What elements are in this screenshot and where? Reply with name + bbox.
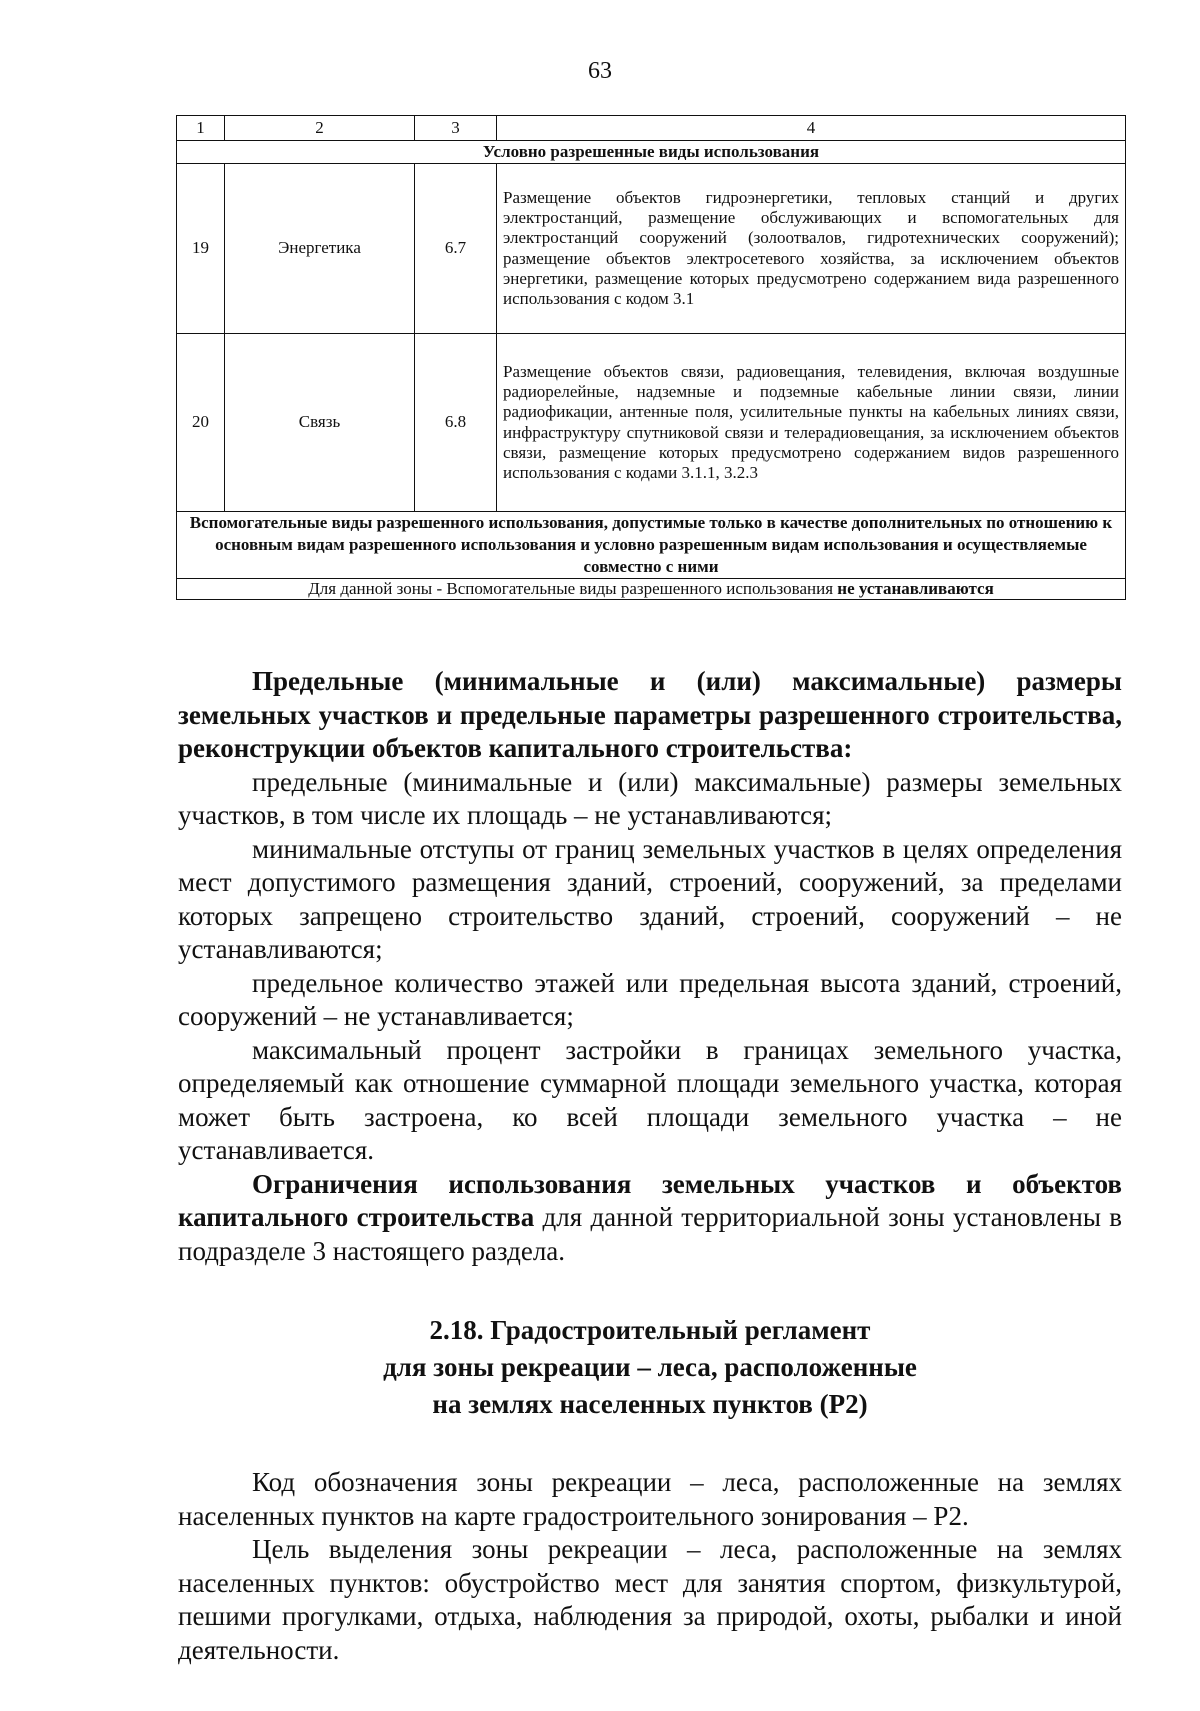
document-body: [178, 665, 1122, 1667]
section-heading-line-3: на землях населенных пунктов (Р2): [432, 1389, 868, 1419]
paragraph: предельные (минимальные и (или) максимальные) размеры земельных участков, в том числе их площадь – не устанавливаются;: [178, 766, 1122, 830]
limits-heading: Предельные (минимальные и (или) максимальные) размеры земельных участков и предельные параметры разрешенного строительства, реконструкции объектов капитального строительства:: [178, 666, 1122, 763]
auxiliary-note-row: [177, 579, 1126, 600]
zone-purpose-paragraph: Цель выделения зоны рекреации – леса, расположенные на землях населенных пунктов: обустройство мест для занятия спортом, физкультурой, пешими прогулками, отдыха, наблюдения за природой, охоты, рыбалки и иной деятельности.: [178, 1534, 1122, 1665]
paragraph: минимальные отступы от границ земельных участков в целях определения мест допустимого размещения зданий, строений, сооружений, за пределами которых запрещено строительство зданий, строений, сооружений – не устанавливаются;: [178, 833, 1122, 964]
row-number: 19: [177, 164, 225, 334]
restrictions-paragraph: [178, 1168, 1122, 1269]
row-number: 20: [177, 334, 225, 512]
use-description: Размещение объектов связи, радиовещания, телевидения, включая воздушные радиорелейные, надземные и подземные кабельные линии связи, линии радиофикации, антенные поля, усилительные пункты на кабельных линиях связи, инфраструктуру спутниковой связи и телерадиовещания, за исключением объектов связи, размещение которых предусмотрено содержанием видов разрешенного использования с кодами 3.1.1, 3.2.3: [497, 334, 1126, 512]
table-row: [177, 164, 1126, 334]
paragraph: максимальный процент застройки в границах земельного участка, определяемый как отношение суммарной площади земельного участка, которая может быть застроена, ко всей площади земельного участка – не устанавливается.: [178, 1034, 1122, 1165]
auxiliary-uses-title: Вспомогательные виды разрешенного использования, допустимые только в качестве дополнительных по отношению к основным видам разрешенного использования и условно разрешенным видам использования и осуществляемые совместно с ними: [177, 512, 1126, 579]
use-description: Размещение объектов гидроэнергетики, тепловых станций и других электростанций, размещение обслуживающих и вспомогательных для электростанций сооружений (золоотвалов, гидротехнических сооружений); размещение объектов электросетевого хозяйства, за исключением объектов энергетики, размещение которых предусмотрено содержанием вида разрешенного использования с кодом 3.1: [497, 164, 1126, 334]
section-heading-line-2: для зоны рекреации – леса, расположенные: [383, 1352, 917, 1382]
col-header-2: 2: [225, 116, 415, 141]
use-code: 6.7: [415, 164, 497, 334]
restrictions-rest: для данной территориальной зоны установлены в подразделе 3 настоящего раздела.: [178, 1202, 1122, 1266]
use-name: Связь: [225, 334, 415, 512]
auxiliary-note-emphasis: не устанавливаются: [837, 579, 994, 599]
col-header-1: 1: [177, 116, 225, 141]
use-code: 6.8: [415, 334, 497, 512]
section-heading-line-1: 2.18. Градостроительный регламент: [429, 1315, 871, 1345]
section-title: Условно разрешенные виды использования: [177, 141, 1126, 164]
auxiliary-title-row: [177, 512, 1126, 579]
paragraph: предельное количество этажей или предельная высота зданий, строений, сооружений – не устанавливается;: [178, 967, 1122, 1031]
use-name: Энергетика: [225, 164, 415, 334]
table-row: [177, 334, 1126, 512]
col-header-4: 4: [497, 116, 1126, 141]
auxiliary-uses-note: [177, 579, 1126, 600]
section-heading: [178, 1312, 1122, 1423]
permitted-uses-table: [176, 115, 1126, 600]
col-header-3: 3: [415, 116, 497, 141]
page-number: 63: [588, 58, 612, 84]
column-number-row: [177, 116, 1126, 141]
restrictions-bold: Ограничения использования земельных участков и объектов капитального строительства: [178, 1168, 1122, 1232]
auxiliary-note-text: Для данной зоны - Вспомогательные виды разрешенного использования: [308, 579, 838, 599]
section-title-row: [177, 141, 1126, 164]
zone-code-paragraph: Код обозначения зоны рекреации – леса, расположенные на землях населенных пунктов на карте градостроительного зонирования – Р2.: [178, 1467, 1122, 1531]
